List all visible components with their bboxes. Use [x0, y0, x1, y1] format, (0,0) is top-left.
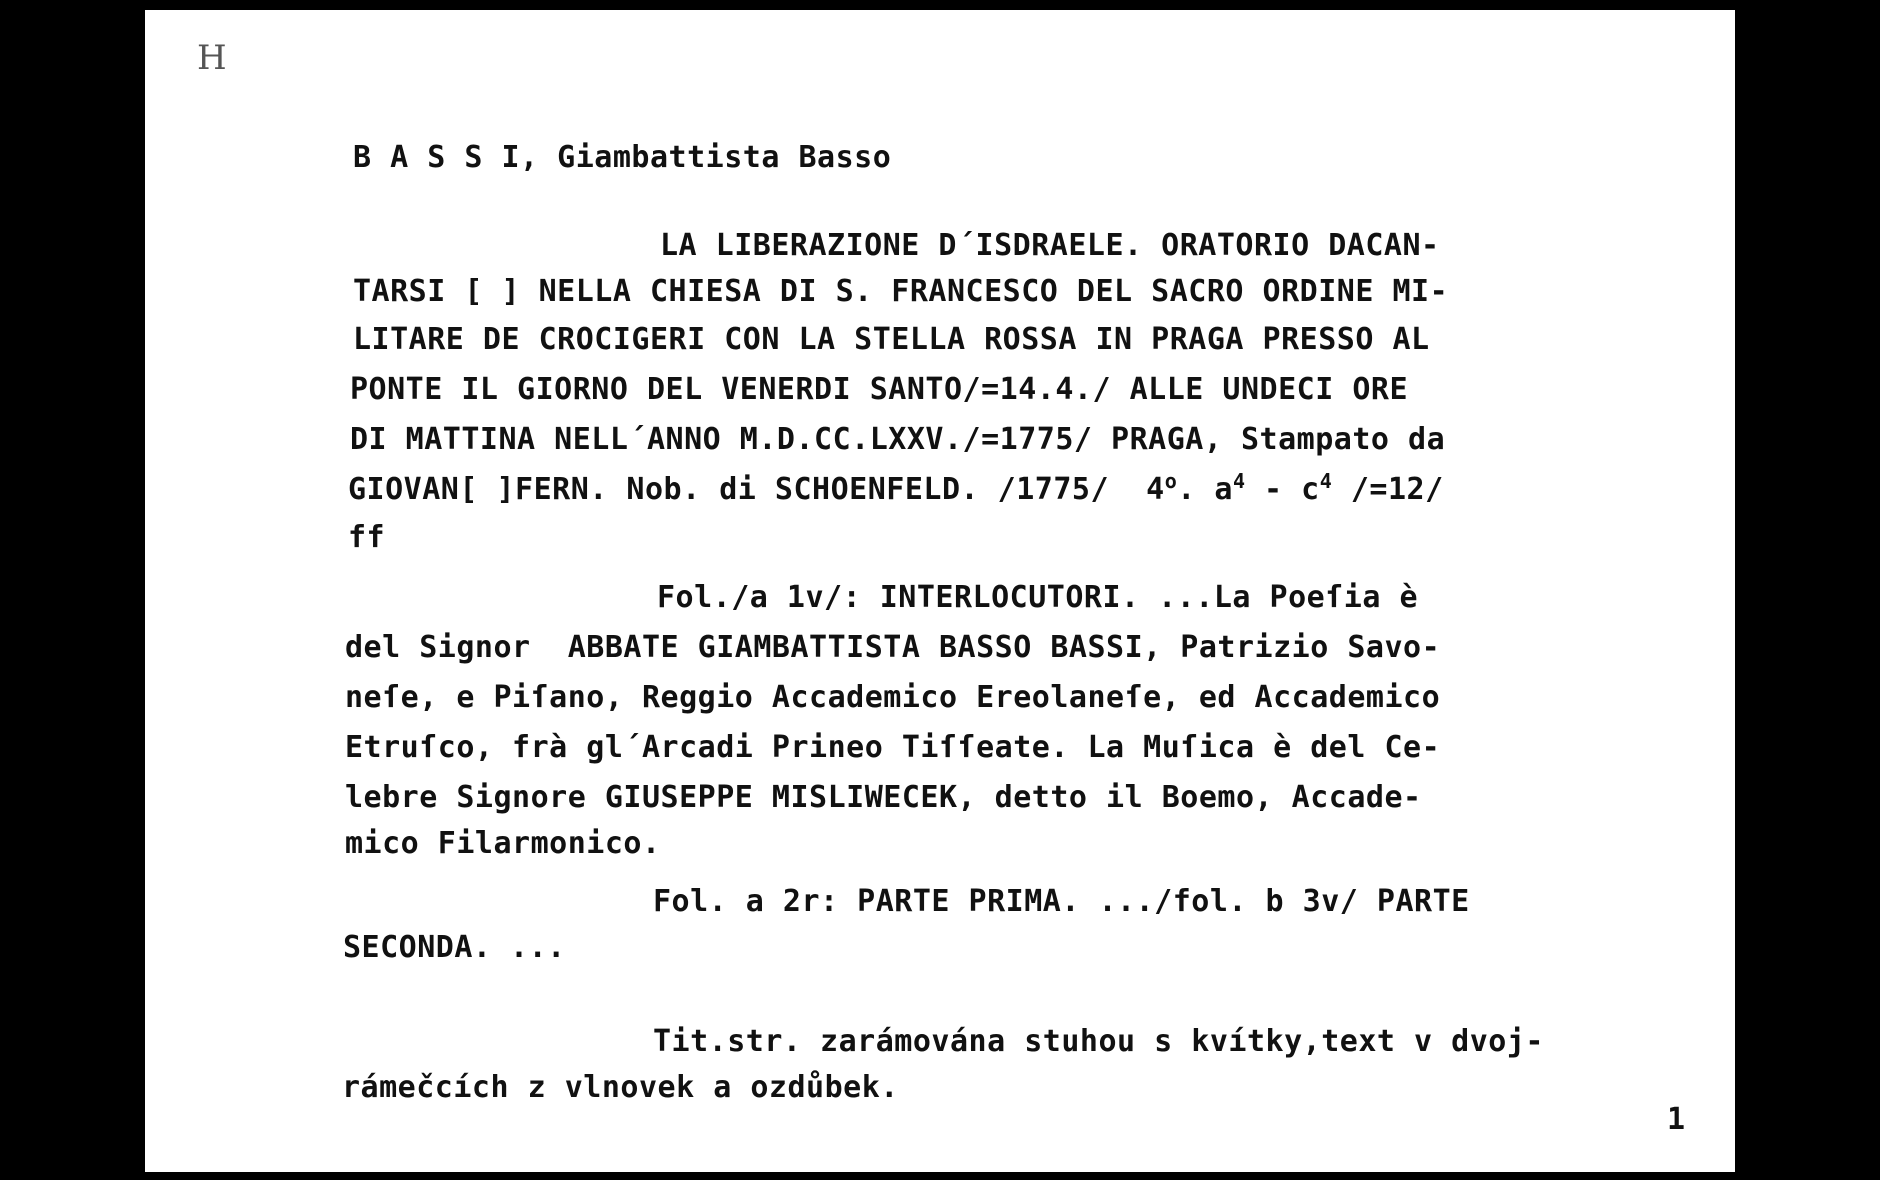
title-line: TARSI [ ] NELLA CHIESA DI S. FRANCESCO DEL SACRO ORDINE MI-: [353, 274, 1449, 309]
collation-sup: 4: [1319, 469, 1333, 493]
description-line: rámečcích z vlnovek a ozdůbek.: [342, 1070, 899, 1105]
title-line: ff: [348, 520, 386, 555]
imprint-text: . a: [1177, 472, 1233, 507]
note-line: lebre Signore GIUSEPPE MISLIWECEK, detto il Boemo, Accade-: [345, 780, 1422, 815]
catalog-card: [145, 10, 1735, 1172]
note-line: neſe, e Piſano, Reggio Accademico Ereolaneſe, ed Accademico: [345, 680, 1441, 715]
note-line: SECONDA. ...: [343, 930, 566, 965]
imprint-text: /=12/: [1332, 472, 1444, 507]
collation-sup: 4: [1232, 469, 1246, 493]
description-line: Tit.str. zarámována stuhou s kvítky,text v dvoj-: [653, 1024, 1544, 1059]
note-line: Fol. a 2r: PARTE PRIMA. .../fol. b 3v/ PARTE: [653, 884, 1470, 919]
title-line: DI MATTINA NELL´ANNO M.D.CC.LXXV./=1775/ PRAGA, Stampato da: [350, 422, 1446, 457]
edge-strip: [945, 10, 1245, 14]
format-sup: o: [1164, 469, 1178, 493]
imprint-text: GIOVAN[ ]FERN. Nob. di SCHOENFELD. /1775/ 4: [348, 472, 1165, 507]
note-line: Fol./a 1v/: INTERLOCUTORI. ...La Poeſia è: [657, 580, 1419, 615]
title-line: LITARE DE CROCIGERI CON LA STELLA ROSSA IN PRAGA PRESSO AL: [353, 322, 1430, 357]
card-heading: B A S S I, Giambattista Basso: [353, 140, 892, 175]
note-line: del Signor ABBATE GIAMBATTISTA BASSO BASSI, Patrizio Savo-: [345, 630, 1441, 665]
corner-mark: H: [197, 38, 228, 78]
page-number: 1: [1666, 1102, 1685, 1137]
title-line: LA LIBERAZIONE D´ISDRAELE. ORATORIO DACAN-: [660, 228, 1440, 263]
imprint-line: [348, 469, 1444, 508]
title-line: PONTE IL GIORNO DEL VENERDI SANTO/=14.4./ ALLE UNDECI ORE: [350, 372, 1409, 407]
note-line: mico Filarmonico.: [345, 826, 661, 861]
note-line: Etruſco, frà gl´Arcadi Prineo Tiſſeate. La Muſica è del Ce-: [345, 730, 1441, 765]
imprint-text: - c: [1245, 472, 1320, 507]
